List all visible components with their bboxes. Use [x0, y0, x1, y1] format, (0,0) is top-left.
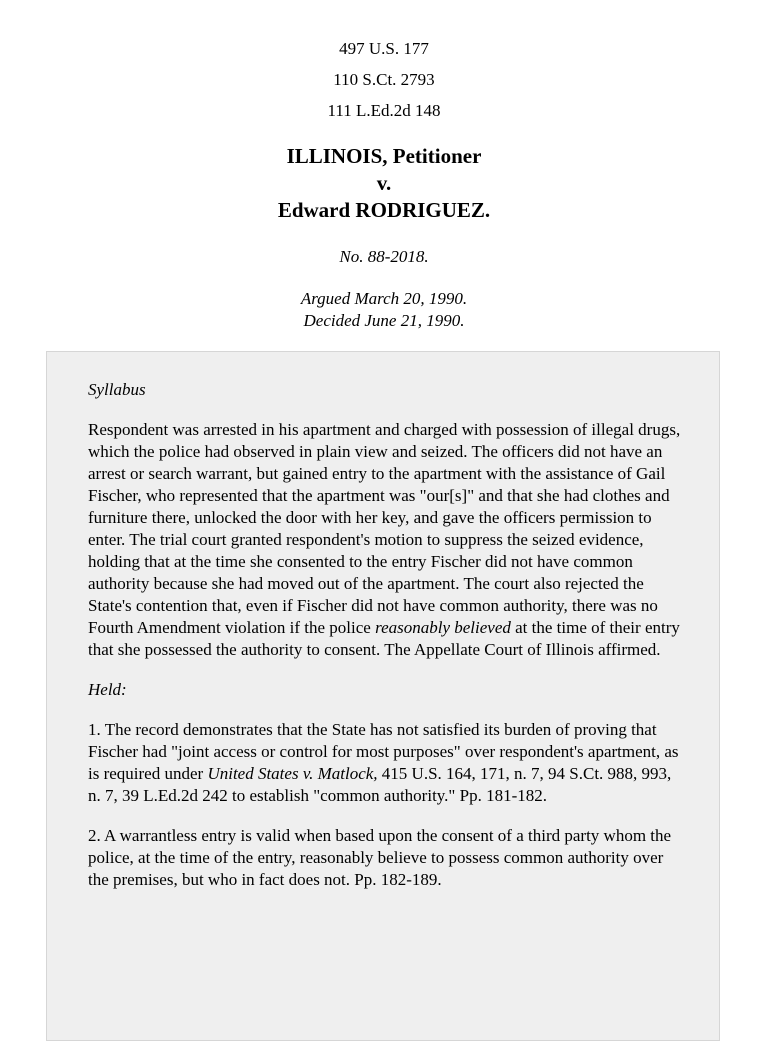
summary-text-part-2: at the time of their entry that she possessed the authority to consent. The Appellate Court of Illinois affirmed. [88, 618, 680, 659]
citations [0, 33, 768, 126]
citation-lawyers-edition: 111 L.Ed.2d 148 [327, 101, 441, 120]
held-point-2: 2. A warrantless entry is valid when based upon the consent of a third party whom the police, at the time of the entry, reasonably believe to possess common authority over the premises, but who in fact does not. Pp. 182-189. [88, 826, 672, 889]
syllabus-content [88, 379, 688, 909]
citation-supreme-court-reporter: 110 S.Ct. 2793 [333, 70, 435, 89]
summary-emphasis: reasonably believed [375, 618, 511, 637]
petitioner: ILLINOIS, Petitioner [286, 144, 482, 168]
case-caption [0, 143, 768, 224]
held-1-text-part-2: 415 U.S. 164, 171, n. 7, 94 S.Ct. 988, 993, n. 7, 39 L.Ed.2d 242 to establish "common authority." Pp. 181-182. [88, 764, 672, 805]
syllabus-heading: Syllabus [88, 380, 146, 399]
case-citation-matlock: United States v. Matlock, [207, 764, 378, 783]
versus: v. [376, 171, 392, 195]
respondent: Edward RODRIGUEZ. [277, 198, 491, 222]
held-point-1 [88, 719, 688, 807]
summary-text-part-1: Respondent was arrested in his apartment and charged with possession of illegal drugs, which the police had observed in plain view and seized. The officers did not have an arrest or search warrant, but gained entry to the apartment with the assistance of Gail Fischer, who represented that the apartment was "our[s]" and that she had clothes and furniture there, unlocked the door with her key, and gave the officers permission to enter. The trial court granted respondent's motion to suppress the seized evidence, holding that at the time she consented to the entry Fischer did not have common authority because she had moved out of the apartment. The court also rejected the State's contention that, even if Fischer did not have common authority, there was no Fourth Amendment violation if the police [88, 420, 681, 637]
held-heading: Held: [88, 680, 127, 699]
case-dates [0, 288, 768, 332]
syllabus-box [46, 351, 720, 1041]
syllabus-summary [88, 419, 688, 661]
held-1-text-part-1: 1. The record demonstrates that the State has not satisfied its burden of proving that Fischer had "joint access or control for most purposes" over respondent's apartment, as is required under [88, 720, 679, 783]
decided-date: Decided June 21, 1990. [303, 311, 465, 330]
docket-number: No. 88-2018. [339, 247, 429, 266]
argued-date: Argued March 20, 1990. [300, 289, 468, 308]
citation-us-reports: 497 U.S. 177 [339, 39, 429, 58]
